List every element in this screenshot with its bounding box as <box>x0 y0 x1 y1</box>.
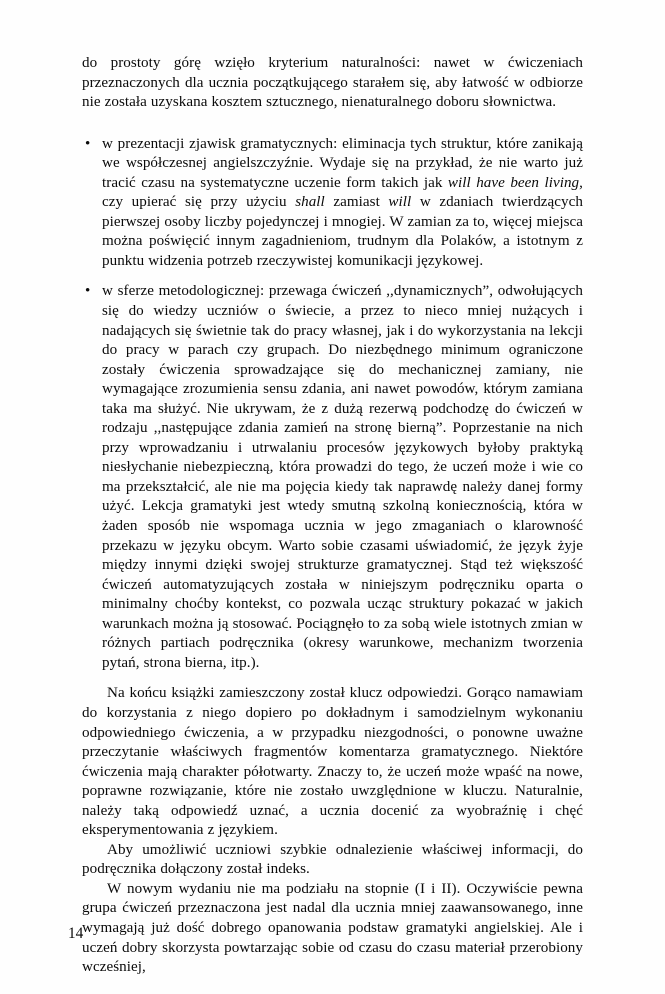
bullet-item-methodology <box>82 282 583 673</box>
page-text-column <box>82 54 583 978</box>
text-segment: w zdaniach twierdzących pierwszej osoby liczby pojedynczej i mnogiej. W zamian za to, więcej miejsca można poświęcić innym zagadnieniom, trudnym dla Polaków, a istotnym z punktu widzenia potrzeb rzeczywistej komunikacji językowej. <box>102 194 583 269</box>
italic-example-shall: shall <box>295 194 325 211</box>
paragraph-intro-continuation: do prostoty górę wzięło kryterium naturalności: nawet w ćwiczeniach przeznaczonych dla ucznia początkującego starałem się, aby łatwość w odbiorze nie została uzyskana kosztem sztucznego, nienaturalnego doboru słownictwa. <box>82 55 583 111</box>
text-segment: zamiast <box>324 194 389 211</box>
bullet-marker-icon: • <box>85 135 91 152</box>
text-segment: , czy upierać się przy użyciu <box>102 174 583 211</box>
paragraph-new-edition: W nowym wydaniu nie ma podziału na stopnie (I i II). Oczywiście pewna grupa ćwiczeń przeznaczona jest nadal dla ucznia mniej zaawansowanego, inne wymagają już dość dobrego opanowania podstaw gramatyki angielskiej. Ale i uczeń dobry skorzysta powtarzając sobie od czasu do czasu materiał przerobiony wcześniej, <box>82 880 583 976</box>
text-segment: w prezentacji zjawisk gramatycznych: eliminacja tych struktur, które zanikają we współczesnej angielszczyźnie. Wydaje się na przykład, że nie warto już tracić czasu na systematyczne uczenie form takich jak <box>102 135 583 191</box>
page-number: 14 <box>68 925 84 942</box>
bullet-marker-icon: • <box>85 283 91 300</box>
spacer <box>82 673 583 684</box>
paragraph-index: Aby umożliwić uczniowi szybkie odnalezienie właściwej informacji, do podręcznika dołączony został indeks. <box>82 841 583 878</box>
bullet-paragraph <box>102 135 583 272</box>
bullet-item-grammar-presentation <box>82 135 583 272</box>
italic-example-will-have-been-living: will have been living <box>447 174 580 191</box>
italic-example-will: will <box>388 194 412 211</box>
bullet-paragraph: w sferze metodologicznej: przewaga ćwiczeń ,,dynamicznych”, odwołujących się do wiedzy uczniów o świecie, a przez to nieco mniej nużących i nadających się świetnie tak do pracy własnej, jak i do wykorzystania na lekcji do pracy w parach czy grupach. Do niezbędnego minimum ograniczone zostały ćwiczenia sprowadzające się do mechanicznej zamiany, nie wymagające zrozumienia sensu zdania, ani nawet powodów, którym zamiana taka ma służyć. Nie ukrywam, że z dużą rezerwą podchodzę do ćwiczeń w rodzaju ,,następujące zdania zamień na stronę bierną”. Poprzestanie na nich przy wprowadzaniu i utrwalaniu procesów językowych byłoby praktyką niesłychanie niebezpieczną, która prowadzi do tego, że uczeń może i wie co ma przekształcić, ale nie ma pojęcia kiedy tak naprawdę należy danej formy użyć. Lekcja gramatyki jest wtedy smutną szkolną koniecznością, która w żaden sposób nie wspomaga ucznia w jego zmaganiach o klarowność przekazu w języku obcym. Warto sobie czasami uświadomić, że język żyje między innymi dzięki swojej strukturze gramatycznej. Stąd też większość ćwiczeń automatyzujących została w niniejszym podręczniku oparta o minimalny choćby kontekst, co pozwala ucząc struktury pokazać w jakich warunkach można ją stosować. Pociągnęło to za sobą wiele istotnych zmian w różnych partiach podręcznika (okresy warunkowe, mechanizm tworzenia pytań, strona bierna, itp.). <box>102 283 583 671</box>
paragraph-answer-key: Na końcu książki zamieszczony został klucz odpowiedzi. Gorąco namawiam do korzystania z niego dopiero po dokładnym i samodzielnym wykonaniu odpowiedniego ćwiczenia, a w przypadku niezgodności, o ponowne uważne przeczytanie właściwych fragmentów komentarza gramatycznego. Niektóre ćwiczenia mają charakter półotwarty. Znaczy to, że uczeń może wpaść na nowe, poprawne rozwiązanie, które nie zostało uwzględnione w kluczu. Naturalnie, należy taką odpowiedź uznać, a ucznia docenić za wyobraźnię i chęć eksperymentowania z językiem. <box>82 685 583 839</box>
bullet-text-body <box>102 282 583 673</box>
spacer <box>82 113 583 124</box>
bullet-text-body <box>102 135 583 272</box>
